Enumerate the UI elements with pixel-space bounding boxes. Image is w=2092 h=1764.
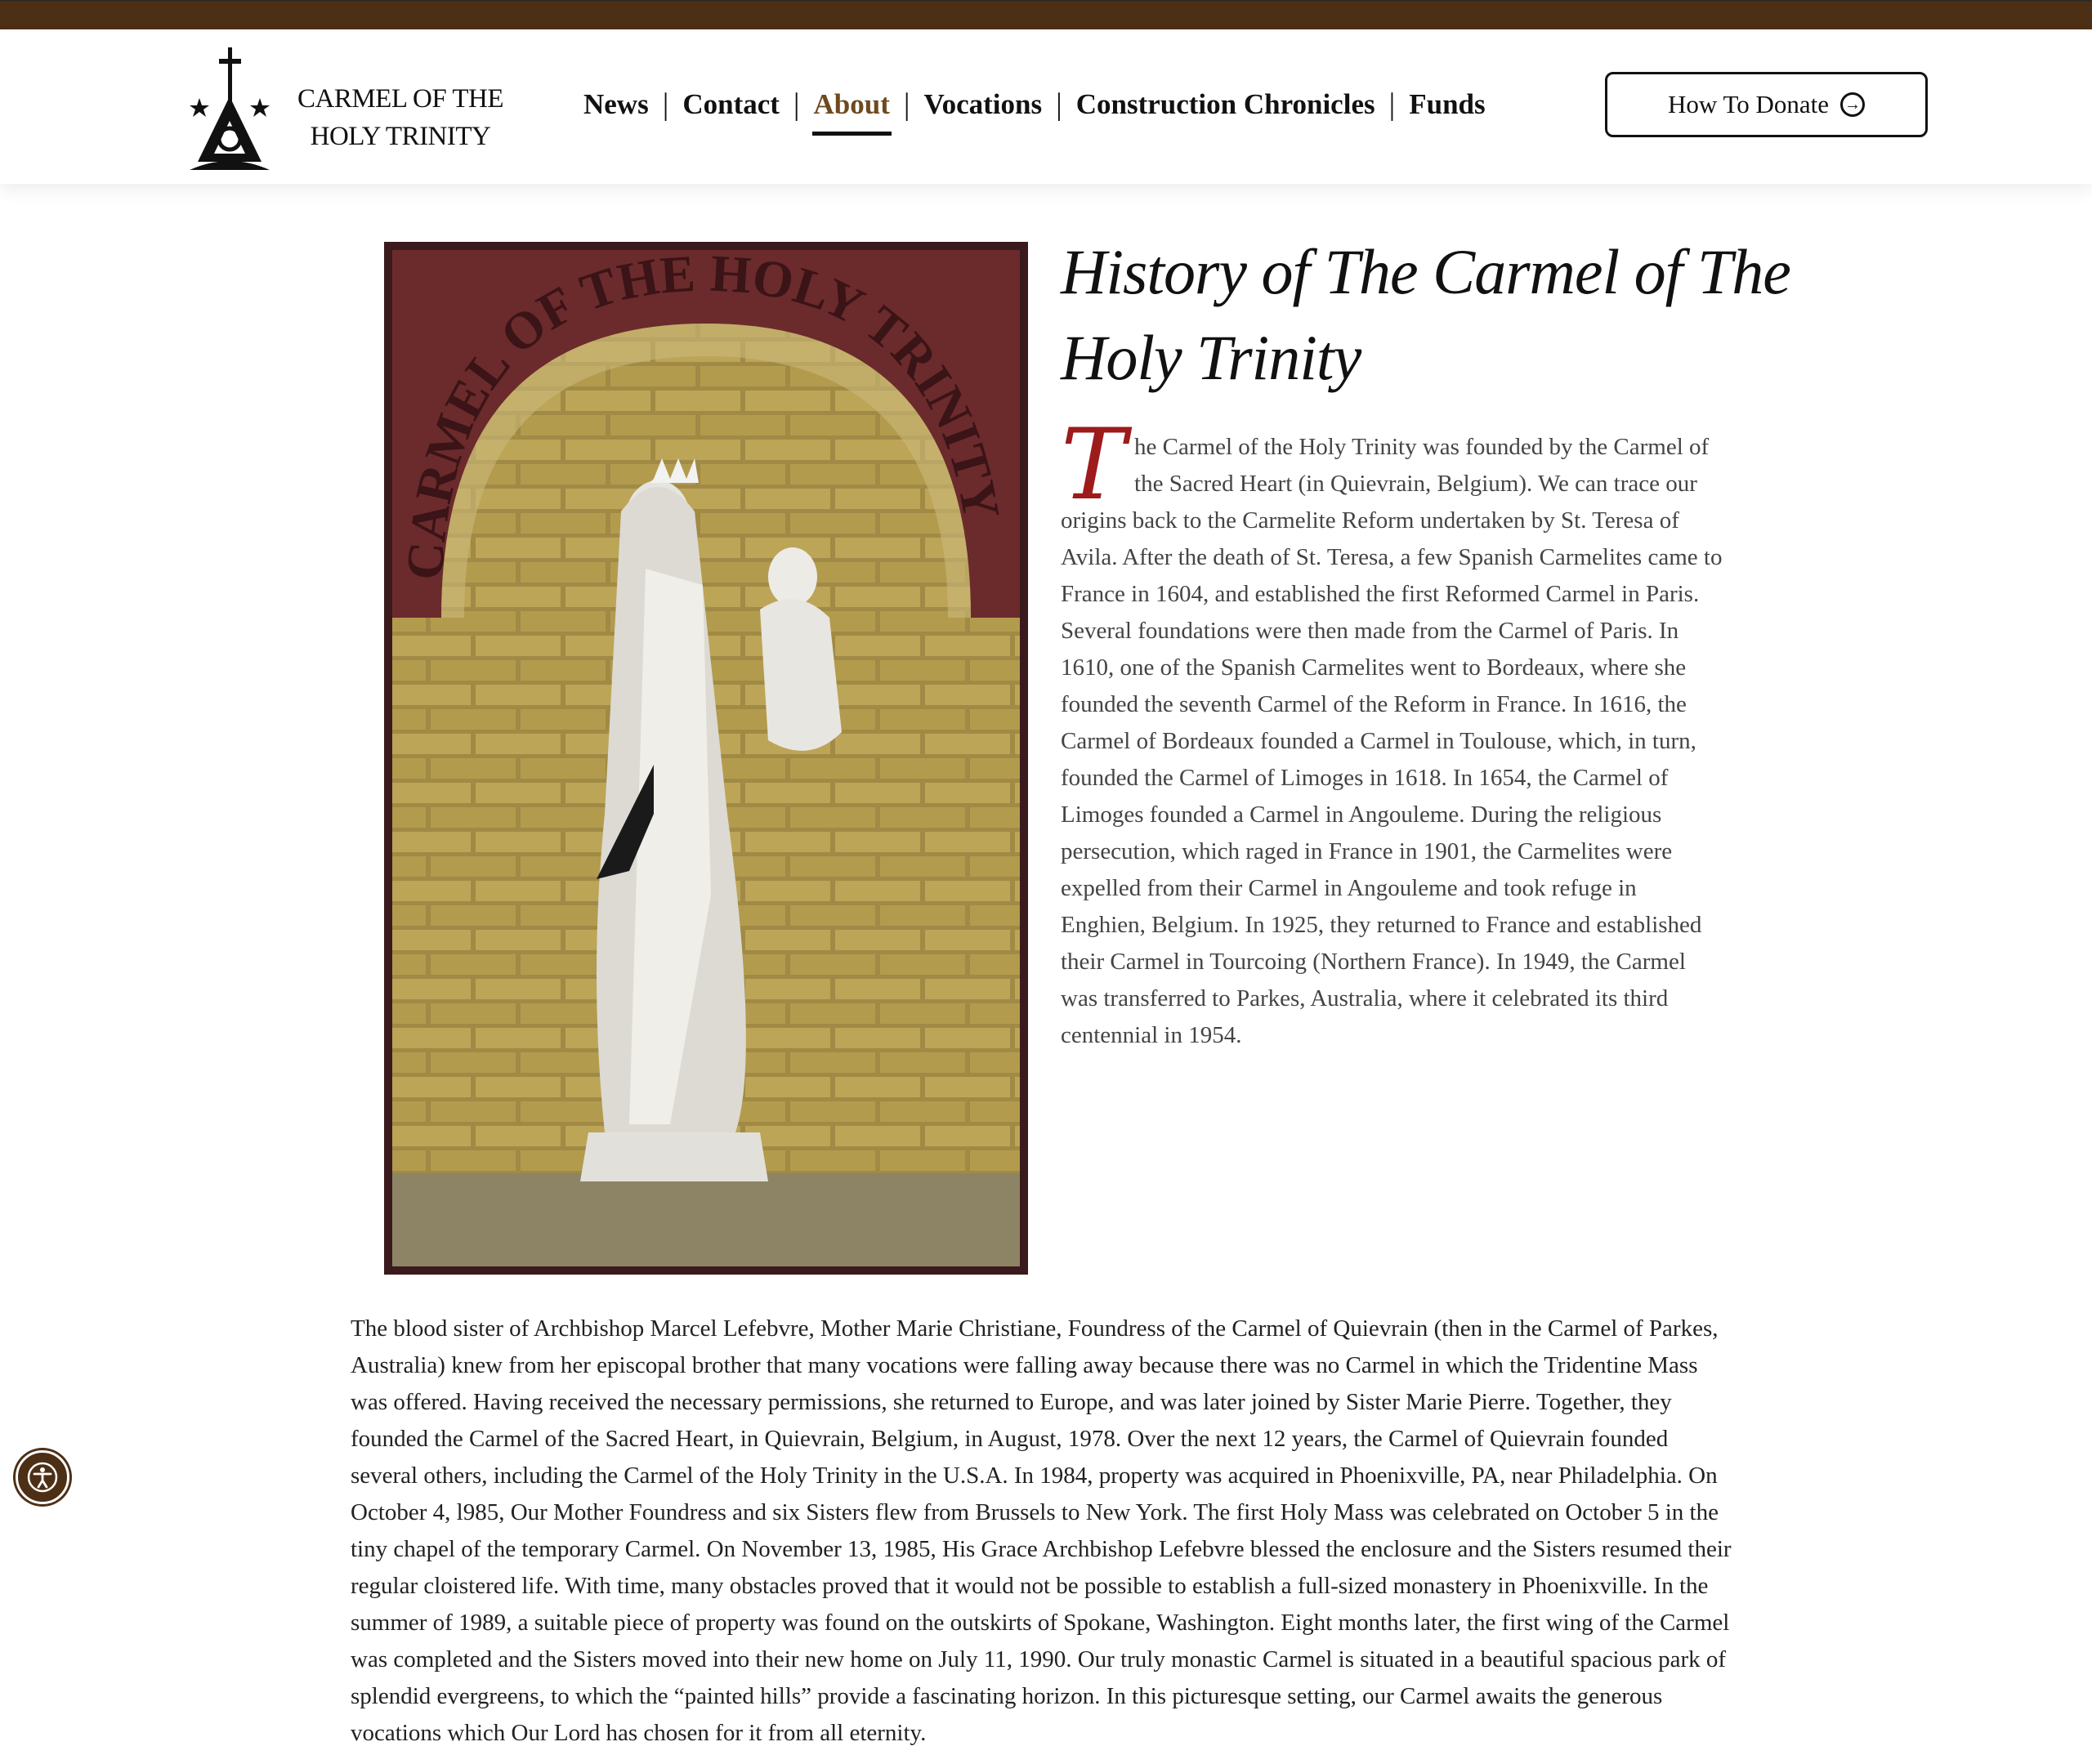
arch-text: CARMEL OF THE HOLY TRINITY: [395, 243, 1012, 582]
nav-news[interactable]: News: [583, 88, 649, 120]
main-nav: [583, 87, 1486, 123]
top-bar: [0, 0, 2092, 31]
drop-cap: T: [1061, 409, 1127, 522]
logo-line-1: CARMEL OF THE: [297, 84, 504, 114]
history-paragraph-2: The blood sister of Archbishop Marcel Lefebvre, Mother Marie Christiane, Foundress of the Carmel of Quievrain (then in the Carmel of Parkes, Australia) knew from her episcopal brother that many vocations were falling away because there was no Carmel in which the Tridentine Mass was offered. Having received the necessary permissions, she returned to Europe, and was later joined by Sister Marie Pierre. Together, they founded the Carmel of the Sacred Heart, in Quievrain, Belgium, in August, 1978. Over the next 12 years, the Carmel of Quievrain founded several others, including the Carmel of the Holy Trinity in the U.S.A. In 1984, property was acquired in Phoenixville, PA, near Philadelphia. On October 4, l985, Our Mother Foundress and six Sisters flew from Brussels to New York. The first Holy Mass was celebrated on October 5 in the tiny chapel of the temporary Carmel. On November 13, 1985, His Grace Archbishop Lefebvre blessed the enclosure and the Sisters resumed their regular cloistered life. With time, many obstacles proved that it would not be possible to establish a full-sized monastery in Phoenixville. In the summer of 1989, a suitable piece of property was found on the outskirts of Spokane, Washington. Eight months later, the first wing of the Carmel was completed and the Sisters moved into their new home on July 11, 1990. Our truly monastic Carmel is situated in a beautiful spacious park of splendid evergreens, to which the “painted hills” provide a fascinating horizon. In this picturesque setting, our Carmel awaits the generous vocations which Our Lord has chosen for it from all eternity.: [351, 1315, 1732, 1746]
how-to-donate-button[interactable]: [1605, 72, 1928, 137]
donate-label: How To Donate: [1667, 90, 1829, 118]
nav-separator: |: [903, 87, 910, 122]
accessibility-icon: [27, 1462, 58, 1493]
logo-text: [278, 80, 523, 155]
statue-image: [384, 242, 1028, 1275]
paragraph-1-text: he Carmel of the Holy Trinity was founded by the Carmel of the Sacred Heart (in Quievrain, Belgium). We can trace our origins back to the Carmelite Reform undertaken by St. Teresa of Avila. After the death of St. Teresa, a few Spanish Carmelites came to France in 1604, and established the first Reformed Carmel in Paris. Several foundations were then made from the Carmel of Paris. In 1610, one of the Spanish Carmelites went to Bordeaux, where she founded the seventh Carmel of the Reform in France. In 1616, the Carmel of Bordeaux founded a Carmel in Toulouse, which, in turn, founded the Carmel of Limoges in 1618. In 1654, the Carmel of Limoges founded a Carmel in Angouleme. During the religious persecution, which raged in France in 1901, the Carmelites were expelled from their Carmel in Angouleme and took refuge in Enghien, Belgium. In 1925, they returned to France and established their Carmel in Tourcoing (Northern France). In 1949, the Carmel was transferred to Parkes, Australia, where it celebrated its third centennial in 1954.: [1061, 434, 1723, 1048]
page-title: History of The Carmel of The Holy Trinity: [1061, 236, 1790, 393]
logo-line-2: HOLY TRINITY: [310, 122, 491, 151]
nav-contact[interactable]: Contact: [682, 88, 780, 120]
history-paragraph-1: [1061, 409, 1723, 1054]
cross-logo-icon: [181, 47, 284, 170]
nav-about[interactable]: About: [813, 88, 890, 120]
site-logo[interactable]: [181, 47, 525, 170]
nav-separator: |: [662, 87, 669, 122]
arrow-right-circle-icon: →: [1840, 92, 1865, 117]
accessibility-button[interactable]: [16, 1450, 69, 1504]
site-header: [0, 29, 2092, 184]
nav-separator: |: [793, 87, 800, 122]
nav-vocations[interactable]: Vocations: [923, 88, 1043, 120]
nav-funds[interactable]: Funds: [1409, 88, 1486, 120]
nav-separator: |: [1056, 87, 1062, 122]
nav-construction-chronicles[interactable]: Construction Chronicles: [1075, 88, 1375, 120]
nav-separator: |: [1388, 87, 1396, 122]
